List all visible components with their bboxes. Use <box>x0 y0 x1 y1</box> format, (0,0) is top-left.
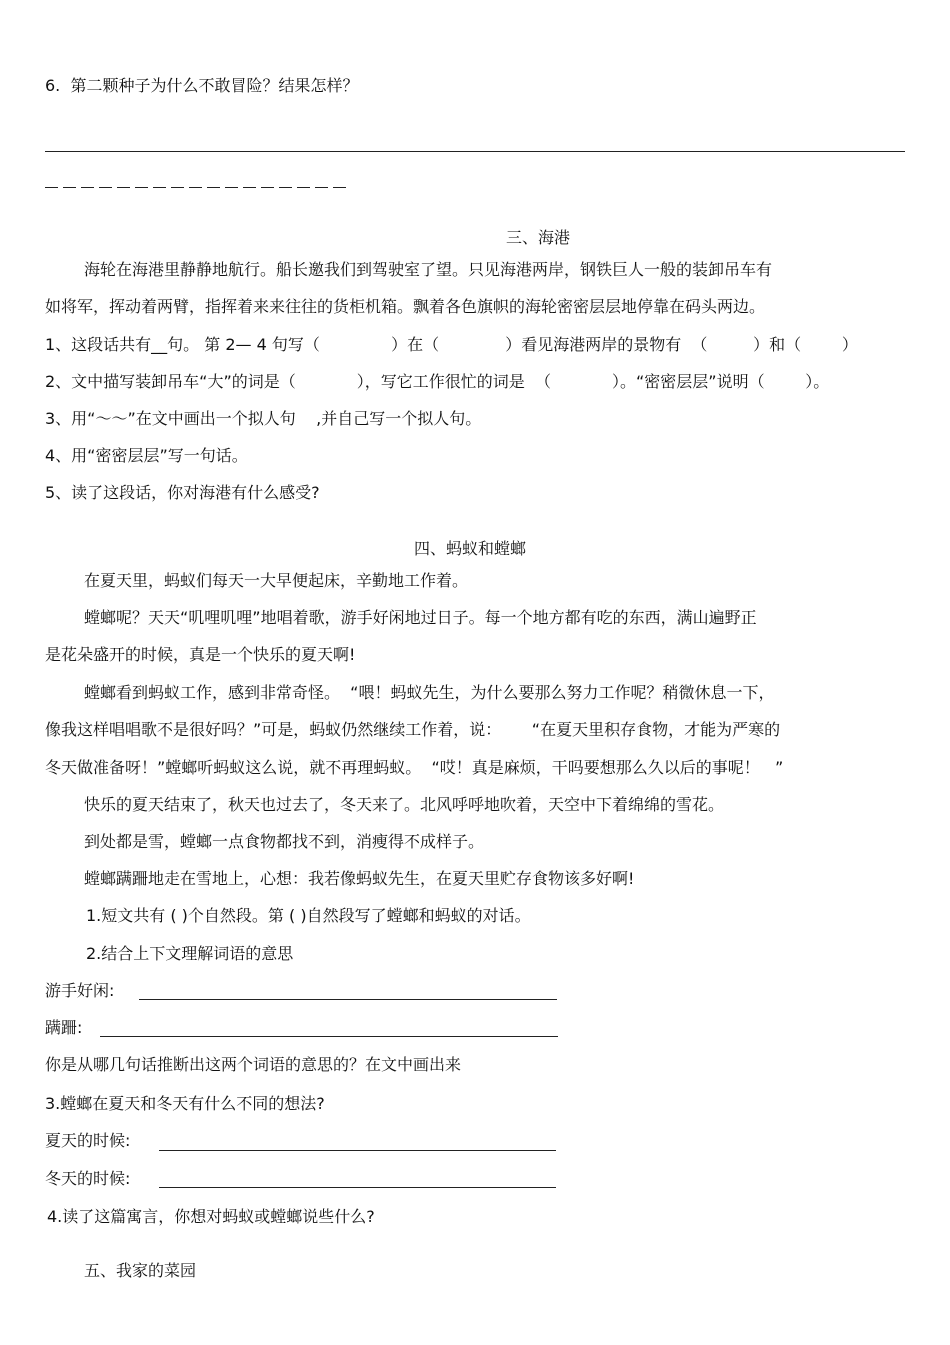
dashed-answer-line <box>45 187 346 188</box>
paragraph-line: 如将军，挥动着两臂，指挥着来来往往的货柜机箱。飘着各色旗帜的海轮密密层层地停靠在码头两边。 <box>45 297 766 316</box>
dash-segment <box>153 187 166 188</box>
question-4: 4、用“密密层层”写一句话。 <box>45 446 248 465</box>
paragraph-line: 螳螂呢？天天“叽哩叽哩”地唱着歌，游手好闲地过日子。每一个地方都有吃的东西，满山遍野正 <box>84 608 757 627</box>
question-6: 6. 第二颗种子为什么不敢冒险？结果怎样？ <box>45 76 359 95</box>
answer-line <box>159 1150 556 1151</box>
dash-segment <box>99 187 112 188</box>
question-1: 1、这段话共有__句。 第 2— 4 句写（ ）在（ ）看见海港两岸的景物有 （ ）和（ ） <box>45 335 858 354</box>
answer-line <box>45 151 905 152</box>
dash-segment <box>45 187 58 188</box>
paragraph-line: 螳螂看到蚂蚁工作，感到非常奇怪。 “喂！蚂蚁先生，为什么要那么努力工作呢？稍微休息一下， <box>84 683 775 702</box>
paragraph-line: 快乐的夏天结束了，秋天也过去了，冬天来了。北风呼呼地吹着，天空中下着绵绵的雪花。 <box>84 795 725 814</box>
dash-segment <box>171 187 184 188</box>
section-4-title: 四、蚂蚁和螳螂 <box>413 539 526 558</box>
paragraph-line: 螳螂蹒跚地走在雪地上，心想：我若像蚂蚁先生，在夏天里贮存食物该多好啊! <box>84 869 635 888</box>
section-5-title: 五、我家的菜园 <box>84 1261 197 1280</box>
question-2: 2、文中描写装卸吊车“大”的词是（ ），写它工作很忙的词是 （ ）。“密密层层”说明（ ）。 <box>45 372 830 391</box>
paragraph-line: 在夏天里，蚂蚁们每天一大早便起床，辛勤地工作着。 <box>84 571 469 590</box>
question-3: 3.螳螂在夏天和冬天有什么不同的想法? <box>45 1094 325 1113</box>
dash-segment <box>81 187 94 188</box>
dash-segment <box>135 187 148 188</box>
paragraph-line: 海轮在海港里静静地航行。船长邀我们到驾驶室了望。只见海港两岸，钢铁巨人一般的装卸吊车有 <box>84 260 773 279</box>
section-3-title: 三、海港 <box>505 228 570 247</box>
question-1: 1.短文共有 ( )个自然段。第 ( )自然段写了螳螂和蚂蚁的对话。 <box>86 906 531 925</box>
answer-line <box>159 1187 556 1188</box>
winter-label: 冬天的时候: <box>45 1169 131 1188</box>
paragraph-line: 是花朵盛开的时候，真是一个快乐的夏天啊! <box>45 645 356 664</box>
dash-segment <box>315 187 328 188</box>
dash-segment <box>297 187 310 188</box>
dash-segment <box>279 187 292 188</box>
word-label: 游手好闲: <box>45 981 115 1000</box>
question-5: 5、读了这段话，你对海港有什么感受? <box>45 483 320 502</box>
dash-segment <box>261 187 274 188</box>
dash-segment <box>333 187 346 188</box>
question-4: 4.读了这篇寓言，你想对蚂蚁或螳螂说些什么? <box>47 1207 375 1226</box>
dash-segment <box>117 187 130 188</box>
word-label: 蹒跚: <box>45 1018 83 1037</box>
dash-segment <box>207 187 220 188</box>
summer-label: 夏天的时候: <box>45 1131 131 1150</box>
dash-segment <box>189 187 202 188</box>
question-2: 2.结合上下文理解词语的意思 <box>86 944 294 963</box>
paragraph-line: 像我这样唱唱歌不是很好吗？”可是，蚂蚁仍然继续工作着，说： “在夏天里积存食物，才能为严寒的 <box>45 720 781 739</box>
paragraph-line: 冬天做准备呀！”螳螂听蚂蚁这么说，就不再理蚂蚁。 “哎！真是麻烦，干吗要想那么久以后的事呢！ ” <box>45 758 784 777</box>
dash-segment <box>225 187 238 188</box>
dash-segment <box>243 187 256 188</box>
dash-segment <box>63 187 76 188</box>
answer-line <box>100 1036 558 1037</box>
answer-line <box>139 999 557 1000</box>
instruction: 你是从哪几句话推断出这两个词语的意思的？在文中画出来 <box>45 1055 462 1074</box>
paragraph-line: 到处都是雪，螳螂一点食物都找不到，消瘦得不成样子。 <box>84 832 485 851</box>
question-3: 3、用“～～”在文中画出一个拟人句 ,并自己写一个拟人句。 <box>45 409 482 428</box>
